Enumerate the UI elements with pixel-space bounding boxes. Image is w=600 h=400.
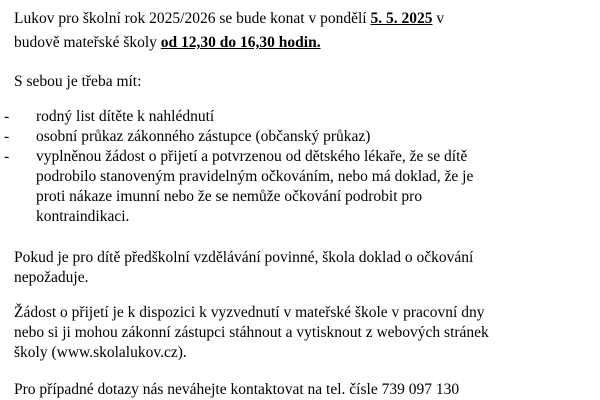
contact-line: Pro případné dotazy nás neváhejte kontaktovat na tel. čísle 739 097 130 xyxy=(14,381,460,398)
list-item xyxy=(4,127,596,147)
list-item-text: rodný list dítěte k nahlédnutí xyxy=(36,108,215,125)
paragraph-line: Pokud je pro dítě předškolní vzdělávání povinné, škola doklad o očkování xyxy=(14,249,474,266)
date-line-tail: v xyxy=(432,10,445,27)
paragraph-line: Žádost o přijetí je k dispozici k vyzvednutí v mateřské škole v pracovní dny xyxy=(14,304,485,321)
location-text: budově mateřské školy xyxy=(14,34,161,51)
form-paragraph xyxy=(14,303,586,363)
vaccine-paragraph xyxy=(14,248,586,288)
list-item-text: proti nákaze imunní nebo že se nemůže očkování podrobit pro xyxy=(36,188,423,205)
list-item-text: kontraindikaci. xyxy=(36,208,130,225)
location-time-line xyxy=(14,33,586,53)
list-item xyxy=(4,107,596,127)
list-item-text: osobní průkaz zákonného zástupce (občanský průkaz) xyxy=(36,128,371,145)
paragraph-line: nebo si ji mohou zákonní zástupci stáhnout a vytisknout z webových stránek xyxy=(14,324,489,341)
paragraph-line: nepožaduje. xyxy=(14,269,89,286)
date-line-text: Lukov pro školní rok 2025/2026 se bude konat v pondělí xyxy=(14,10,371,27)
enrollment-date-line xyxy=(14,9,586,29)
list-item-text: podrobilo stanoveným pravidelným očkováním, nebo má doklad, že je xyxy=(36,168,474,185)
list-dash: - xyxy=(4,148,10,165)
time-range: od 12,30 do 16,30 hodin. xyxy=(160,34,321,51)
bring-heading: S sebou je třeba mít: xyxy=(14,73,142,90)
list-item xyxy=(4,147,596,227)
enrollment-date: 5. 5. 2025 xyxy=(370,10,433,27)
list-dash: - xyxy=(4,128,10,145)
list-dash: - xyxy=(4,108,10,125)
paragraph-line: školy (www.skolalukov.cz). xyxy=(14,344,187,361)
list-item-text: vyplněnou žádost o přijetí a potvrzenou od dětského lékaře, že se dítě xyxy=(36,148,468,165)
